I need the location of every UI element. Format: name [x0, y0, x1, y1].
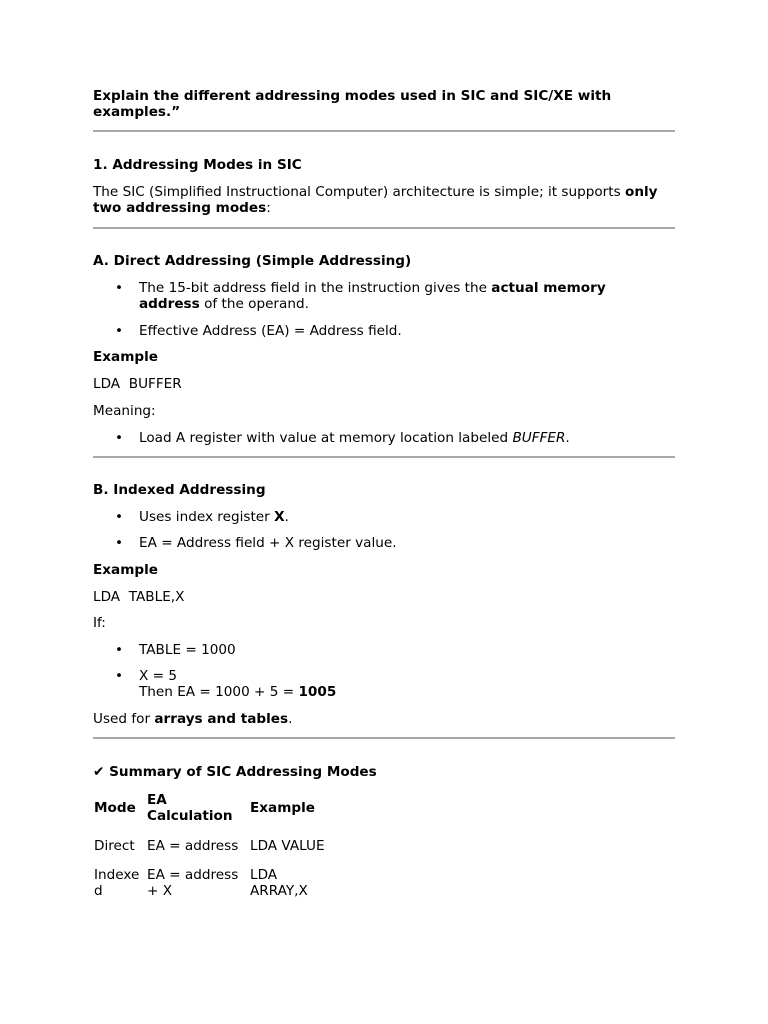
example-label: Example: [93, 562, 159, 578]
section-b-heading: B. Indexed Addressing: [93, 482, 266, 498]
bullet-icon: •: [115, 668, 124, 684]
example-label: Example: [93, 349, 159, 365]
summary-heading: ✔ Summary of SIC Addressing Modes: [93, 764, 377, 780]
list-item-text: [139, 430, 659, 446]
text: of the operand.: [199, 296, 309, 312]
divider: [93, 456, 675, 458]
meaning-label: Meaning:: [93, 403, 156, 419]
bullet-icon: •: [115, 642, 124, 658]
bullet-icon: •: [115, 280, 124, 296]
emphasis: X: [274, 509, 285, 525]
usage-note: [93, 711, 675, 727]
table-header-cell: EA Calculation: [147, 792, 233, 824]
emphasis: actual memory address: [139, 280, 606, 312]
bullet-icon: •: [115, 430, 124, 446]
emphasis: arrays and tables: [154, 711, 289, 727]
divider: [93, 130, 675, 132]
text: .: [284, 509, 289, 525]
intro-text: The SIC (Simplified Instructional Computer) architecture is simple; it supports: [93, 184, 625, 200]
section-1-intro: [93, 184, 675, 216]
divider: [93, 227, 675, 229]
table-row: [93, 854, 331, 899]
table-cell: LDA VALUE: [250, 838, 325, 854]
section-1-heading: 1. Addressing Modes in SIC: [93, 157, 302, 173]
list-item-text: Effective Address (EA) = Address field.: [139, 323, 402, 339]
bullet-icon: •: [115, 323, 124, 339]
table-header-row: [93, 792, 331, 824]
bullet-icon: •: [115, 509, 124, 525]
section-a-heading: A. Direct Addressing (Simple Addressing): [93, 253, 412, 269]
text: The 15-bit address field in the instruction gives the: [139, 280, 492, 296]
list-item-text: TABLE = 1000: [139, 642, 236, 658]
list-item-text: [139, 280, 659, 312]
text: X = 5: [139, 668, 177, 684]
list-item-text: [139, 509, 659, 525]
intro-emphasis: only two addressing modes: [93, 184, 658, 216]
table-cell: EA = address: [147, 838, 239, 854]
table-cell: Direct: [94, 838, 135, 854]
italic-label: BUFFER: [512, 430, 566, 446]
code-line: LDA BUFFER: [93, 376, 182, 392]
table-header-cell: Mode: [94, 800, 136, 816]
table-cell: LDA ARRAY,X: [250, 867, 308, 899]
text: Load A register with value at memory location labeled: [139, 430, 513, 446]
text: .: [565, 430, 570, 446]
table-cell: Indexed: [94, 867, 140, 899]
bullet-icon: •: [115, 535, 124, 551]
table-cell: EA = address + X: [147, 867, 239, 899]
list-item-text: EA = Address field + X register value.: [139, 535, 397, 551]
divider: [93, 737, 675, 739]
list-item-text: [139, 668, 659, 700]
text: Used for: [93, 711, 155, 727]
table-header-cell: Example: [250, 800, 316, 816]
intro-punct: :: [266, 200, 271, 216]
code-line: LDA TABLE,X: [93, 589, 185, 605]
text: Then EA = 1000 + 5 =: [139, 684, 299, 700]
table-row: [93, 824, 331, 854]
text: .: [288, 711, 293, 727]
summary-table: [93, 792, 331, 899]
question-title: Explain the different addressing modes used in SIC and SIC/XE with examples.”: [93, 88, 612, 120]
emphasis: 1005: [298, 684, 337, 700]
if-label: If:: [93, 615, 106, 631]
text: Uses index register: [139, 509, 275, 525]
